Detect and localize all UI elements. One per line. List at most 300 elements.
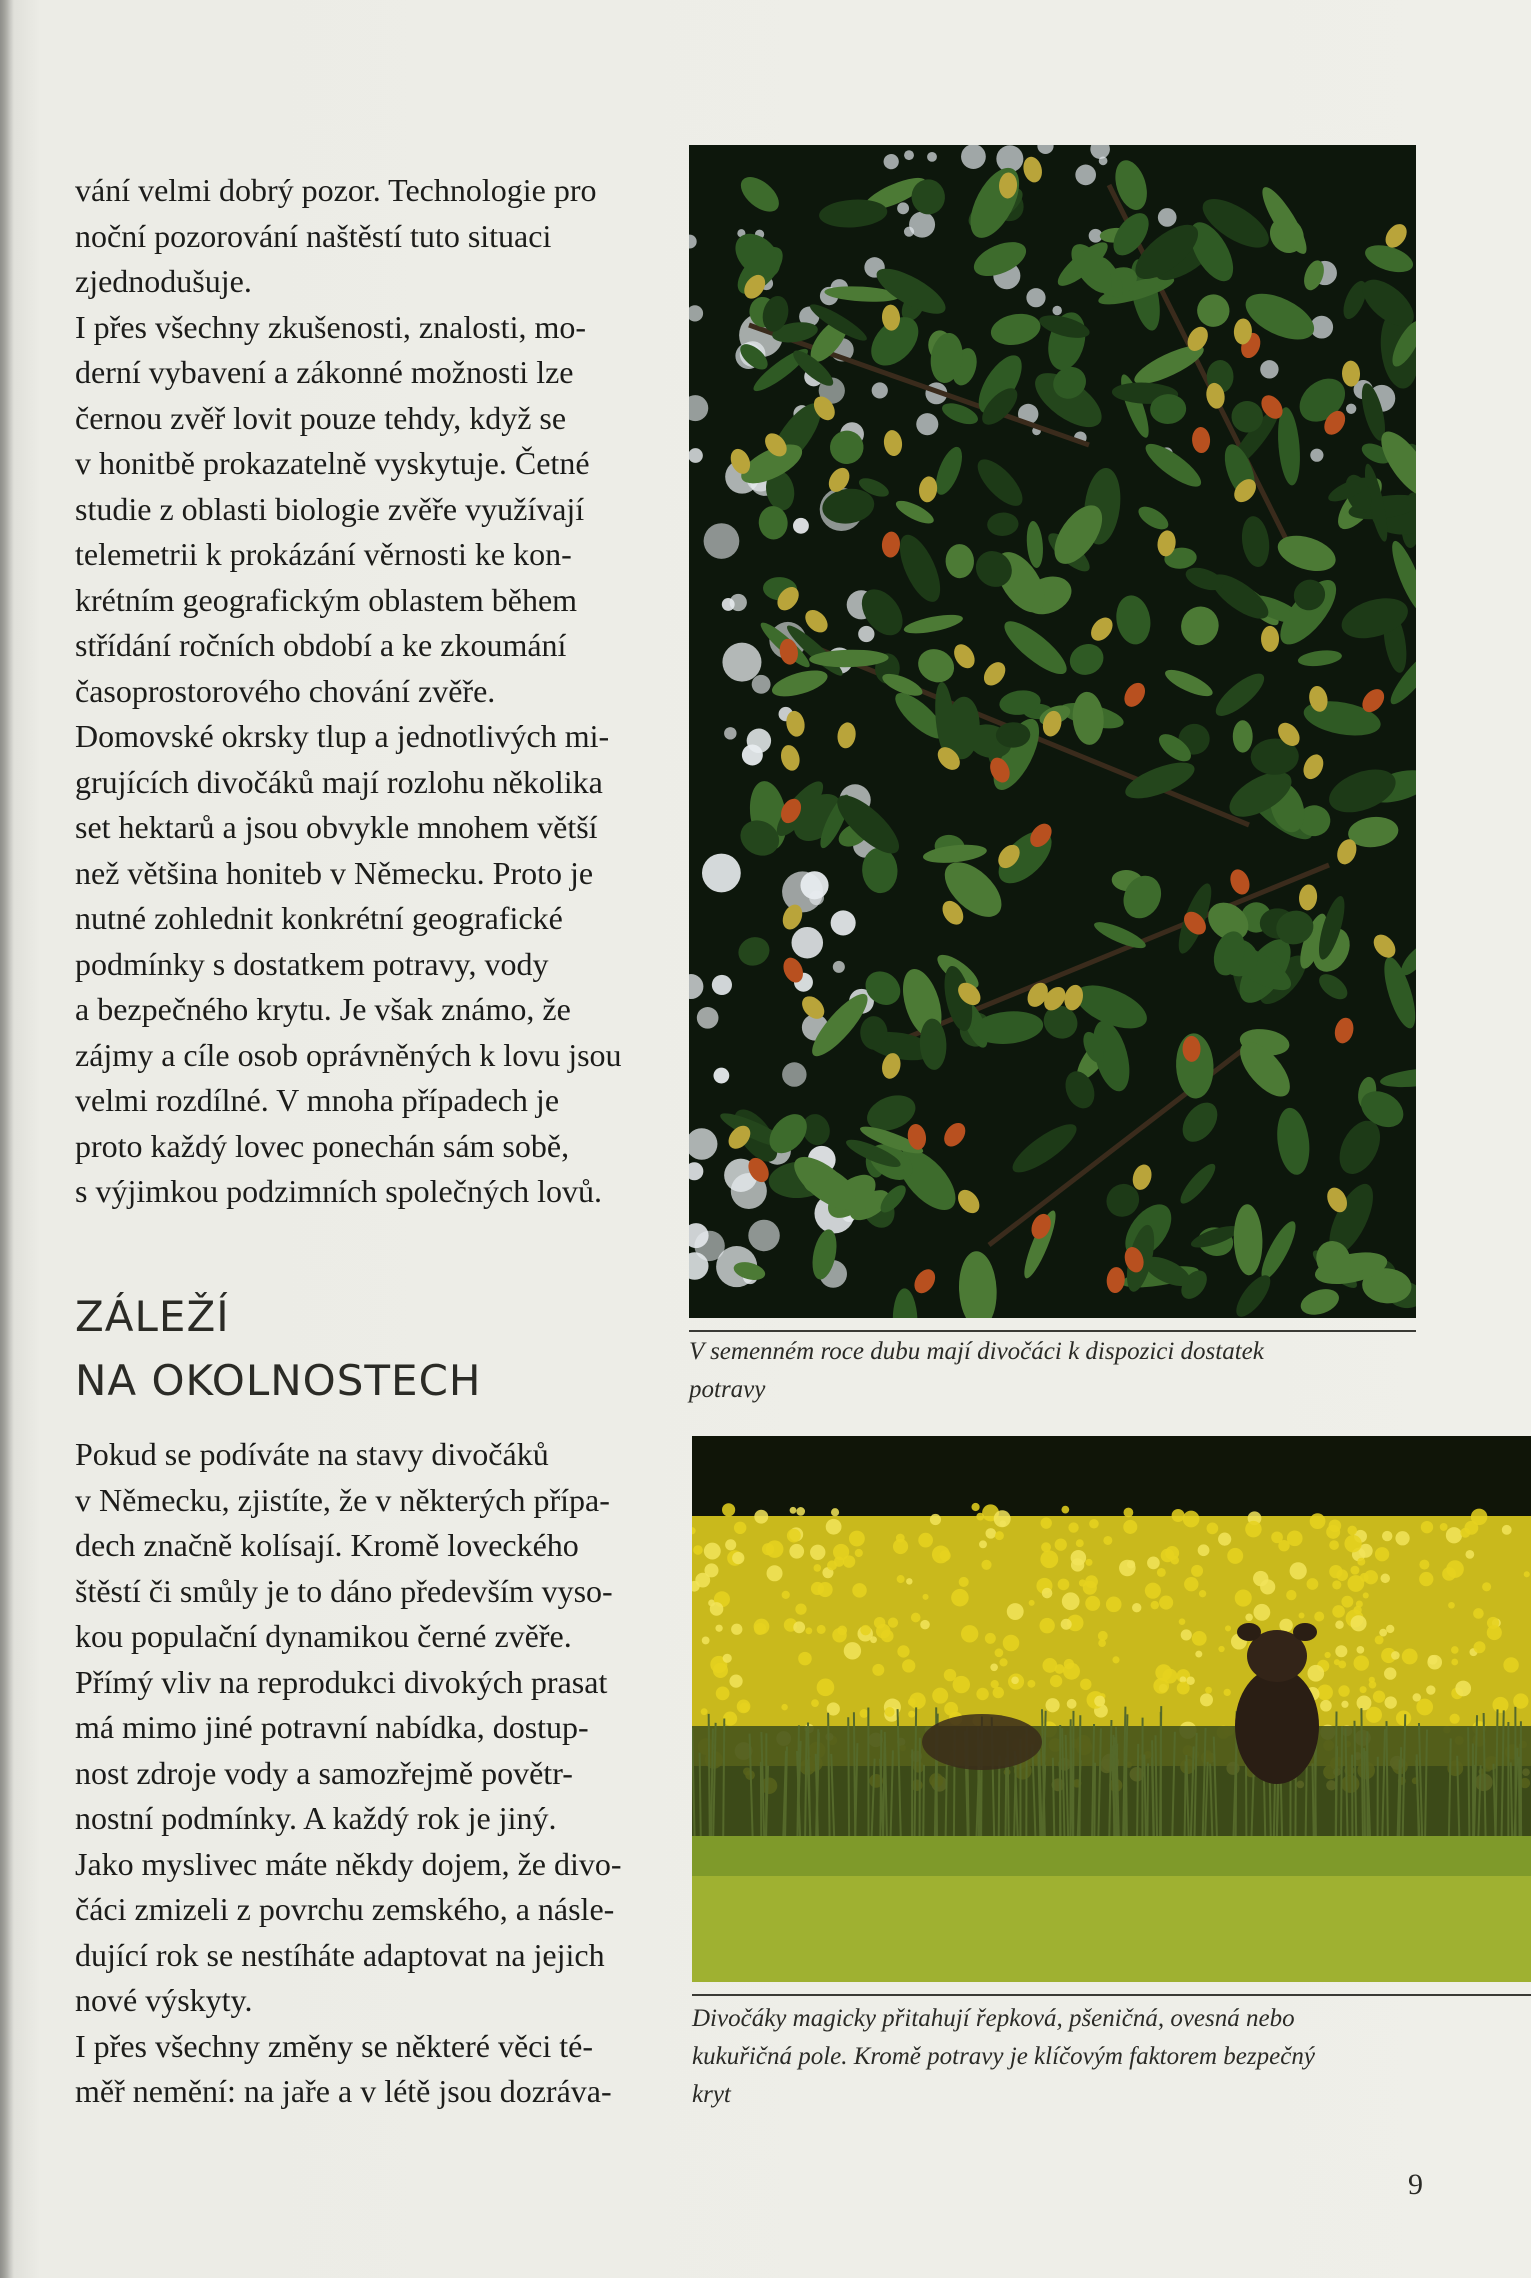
rapeseed-flower: [790, 1507, 797, 1514]
rapeseed-flower: [959, 1577, 969, 1587]
rapeseed-flower: [1181, 1629, 1192, 1640]
rapeseed-flower: [896, 1534, 905, 1543]
rapeseed-flower: [1513, 1693, 1528, 1708]
text-line: grujících divočáků mají rozlohu několika: [75, 763, 603, 800]
rapeseed-flower: [767, 1565, 783, 1581]
rapeseed-flower: [1112, 1656, 1119, 1663]
rapeseed-flower: [944, 1669, 956, 1681]
rapeseed-flower: [817, 1625, 826, 1634]
rapeseed-flower: [1218, 1533, 1231, 1546]
text-line: zájmy a cíle osob oprávněných k lovu jsou: [75, 1036, 622, 1073]
rapeseed-flower: [930, 1514, 941, 1525]
rapeseed-flower: [1382, 1531, 1392, 1541]
sky-highlight: [712, 975, 732, 995]
rapeseed-flower: [1147, 1557, 1160, 1570]
rapeseed-flower: [1157, 1568, 1166, 1577]
rapeseed-flower: [817, 1679, 835, 1697]
rapeseed-flower: [1375, 1547, 1389, 1561]
rapeseed-flower: [976, 1513, 984, 1521]
rapeseed-flower: [781, 1704, 787, 1710]
rapeseed-flower: [1384, 1667, 1396, 1679]
rapeseed-flower: [979, 1540, 987, 1548]
stem: [709, 1714, 710, 1856]
rapeseed-flower: [782, 1591, 790, 1599]
sky-highlight: [742, 744, 763, 765]
rapeseed-flower: [1042, 1658, 1057, 1673]
sky-highlight: [697, 1007, 719, 1029]
rapeseed-flower: [1145, 1583, 1161, 1599]
sky-highlight: [722, 643, 761, 682]
rapeseed-flower: [1058, 1579, 1070, 1591]
rapeseed-flower: [1440, 1523, 1448, 1531]
rapeseed-flower: [1503, 1657, 1518, 1672]
rapeseed-flower: [897, 1575, 905, 1583]
rapeseed-flower: [852, 1583, 867, 1598]
rapeseed-flower: [716, 1686, 730, 1700]
rapeseed-field-illustration: [692, 1436, 1531, 1982]
text-line: krétním geografickým oblastem během: [75, 581, 578, 618]
rapeseed-flower: [1347, 1575, 1364, 1592]
rapeseed-flower: [1307, 1578, 1319, 1590]
rapeseed-flower: [860, 1625, 871, 1636]
sky-highlight: [831, 910, 856, 935]
caption-line: kukuřičná pole. Kromě potravy je klíčovým faktorem bezpečný: [692, 2043, 1315, 2070]
rapeseed-flower: [1132, 1603, 1141, 1612]
sky-highlight: [897, 202, 909, 214]
rapeseed-flower: [754, 1510, 768, 1524]
rapeseed-flower: [1191, 1565, 1203, 1577]
rapeseed-flower: [725, 1539, 736, 1550]
page-gutter-shadow: [0, 0, 14, 2278]
rapeseed-flower: [1089, 1519, 1099, 1529]
oak-branch-illustration: [689, 145, 1416, 1318]
rapeseed-flower: [1380, 1574, 1390, 1584]
rapeseed-flower: [1334, 1659, 1340, 1665]
rapeseed-flower: [951, 1589, 969, 1607]
rapeseed-flower: [1356, 1600, 1363, 1607]
text-line: černou zvěř lovit pouze tehdy, když se: [75, 399, 567, 436]
rapeseed-flower: [932, 1546, 950, 1564]
wild-boar: [1235, 1668, 1319, 1784]
text-line: nutné zohlednit konkrétní geografické: [75, 900, 563, 936]
rapeseed-flower: [1103, 1536, 1112, 1545]
text-line: Pokud se podíváte na stavy divočáků: [75, 1436, 549, 1472]
rapeseed-flower: [1198, 1544, 1210, 1556]
rapeseed-flower: [991, 1680, 999, 1688]
rapeseed-flower: [732, 1552, 744, 1564]
caption-rule-field: [692, 1994, 1531, 1996]
rapeseed-flower: [1123, 1520, 1137, 1534]
rapeseed-flower: [932, 1688, 948, 1704]
rapeseed-flower: [1155, 1664, 1172, 1681]
rapeseed-flower: [1375, 1635, 1384, 1644]
sky-highlight: [793, 518, 809, 534]
rapeseed-flower: [1395, 1531, 1409, 1545]
rapeseed-flower: [795, 1604, 806, 1615]
rapeseed-flower: [1260, 1579, 1275, 1594]
text-line: studie z oblasti biologie zvěře využívají: [75, 490, 585, 527]
rapeseed-flower: [1071, 1550, 1087, 1566]
rapeseed-flower: [993, 1687, 1004, 1698]
rapeseed-flower: [1124, 1508, 1134, 1518]
sky-highlight: [724, 727, 736, 739]
rapeseed-flower: [1310, 1513, 1326, 1529]
text-line: dech značně kolísají. Kromě loveckého: [75, 1527, 579, 1563]
rapeseed-flower: [922, 1594, 928, 1600]
caption-rule-oak: [689, 1330, 1416, 1332]
text-line: měř nemění: na jaře a v létě jsou dozráva-: [75, 2073, 612, 2109]
rapeseed-flower: [1029, 1600, 1035, 1606]
rapeseed-flower: [995, 1648, 1004, 1657]
rapeseed-flower: [1227, 1548, 1243, 1564]
foreground-grass-light: [692, 1876, 1531, 1982]
rapeseed-flower: [1184, 1577, 1198, 1591]
text-line: nost zdroje vody a samozřejmě povětr-: [75, 1754, 573, 1791]
rapeseed-flower: [1041, 1517, 1052, 1528]
rapeseed-flower: [981, 1560, 991, 1570]
rapeseed-flower: [1336, 1569, 1348, 1581]
rapeseed-flower: [1341, 1596, 1353, 1608]
rapeseed-flower: [1446, 1527, 1462, 1543]
rapeseed-flower: [911, 1613, 921, 1623]
rapeseed-flower: [961, 1625, 978, 1642]
rapeseed-flower: [1245, 1614, 1253, 1622]
sky-highlight: [1158, 208, 1177, 227]
rapeseed-flower: [1061, 1506, 1069, 1514]
rapeseed-flower: [1416, 1699, 1433, 1716]
text-line: kou populační dynamikou černé zvěře.: [75, 1618, 572, 1654]
rapeseed-flower: [999, 1658, 1007, 1666]
rapeseed-flower: [985, 1528, 996, 1539]
sky-highlight: [792, 927, 824, 959]
rapeseed-flower: [1338, 1685, 1349, 1696]
rapeseed-flower: [1161, 1549, 1175, 1563]
rapeseed-flower: [1192, 1631, 1207, 1646]
rapeseed-flower: [1332, 1605, 1345, 1618]
rapeseed-flower: [811, 1699, 819, 1707]
caption-field: [692, 2000, 1315, 2114]
rapeseed-flower: [1094, 1696, 1105, 1707]
rapeseed-flower: [1253, 1604, 1270, 1621]
rapeseed-flower: [762, 1543, 774, 1555]
rapeseed-flower: [1329, 1519, 1342, 1532]
rapeseed-flower: [1224, 1689, 1231, 1696]
sky-highlight: [1052, 306, 1061, 315]
wild-boar-ear: [1293, 1623, 1317, 1641]
sky-highlight: [1346, 404, 1356, 414]
text-line: proto každý lovec ponechán sám sobě,: [75, 1127, 570, 1164]
sky-highlight: [904, 150, 914, 160]
heading-line: ZÁLEŽÍ: [75, 1292, 230, 1341]
stem: [848, 1717, 849, 1856]
sky-highlight: [722, 598, 735, 611]
rapeseed-flower: [1205, 1687, 1212, 1694]
rapeseed-flower: [1061, 1619, 1072, 1630]
rapeseed-flower: [754, 1619, 770, 1635]
rapeseed-flower: [1471, 1509, 1488, 1526]
rapeseed-flower: [1172, 1509, 1185, 1522]
rapeseed-flower: [1421, 1521, 1433, 1533]
rapeseed-flower: [1344, 1535, 1361, 1552]
rapeseed-flower: [1179, 1618, 1186, 1625]
rapeseed-flower: [1042, 1588, 1053, 1599]
rapeseed-flower: [1451, 1646, 1459, 1654]
text-line: zjednodušuje.: [75, 263, 252, 299]
rapeseed-flower: [971, 1503, 979, 1511]
sky-highlight: [916, 413, 938, 435]
text-line: Domovské okrsky tlup a jednotlivých mi-: [75, 718, 610, 754]
text-line: noční pozorování naštěstí tuto situaci: [75, 217, 552, 254]
rapeseed-flower: [793, 1621, 805, 1633]
sky-highlight: [1310, 449, 1323, 462]
rapeseed-flower: [1446, 1560, 1464, 1578]
rapeseed-flower: [1083, 1581, 1097, 1595]
text-line: vání velmi dobrý pozor. Technologie pro: [75, 172, 597, 208]
sky-highlight: [833, 961, 845, 973]
caption-line: kryt: [692, 2081, 731, 2108]
caption-line: Divočáky magicky přitahují řepková, pšeničná, ovesná nebo: [692, 2005, 1295, 2032]
rapeseed-flower: [920, 1620, 930, 1630]
rapeseed-flower: [702, 1637, 710, 1645]
text-line: má mimo jiné potravní nabídka, dostup-: [75, 1709, 589, 1745]
sky-highlight: [872, 382, 888, 398]
text-line: Jako myslivec máte někdy dojem, že divo-: [75, 1845, 622, 1882]
rapeseed-flower: [826, 1519, 842, 1535]
text-line: I přes všechny změny se některé věci té-: [75, 2027, 593, 2064]
rapeseed-flower: [1386, 1625, 1394, 1633]
rapeseed-flower: [1153, 1678, 1169, 1694]
rapeseed-flower: [1200, 1693, 1213, 1706]
body-text-bottom: [75, 1432, 655, 2115]
rapeseed-flower: [1317, 1685, 1333, 1701]
text-line: podmínky s dostatkem potravy, vody: [75, 945, 549, 982]
rapeseed-flower: [918, 1533, 933, 1548]
rapeseed-flower: [1379, 1629, 1387, 1637]
text-line: dující rok se nestíháte adaptovat na jejich: [75, 1936, 605, 1973]
rapeseed-flower: [1062, 1592, 1080, 1610]
rapeseed-flower: [715, 1625, 722, 1632]
rapeseed-flower: [798, 1652, 812, 1666]
sky-highlight: [748, 1220, 779, 1251]
rapeseed-flower: [1027, 1680, 1035, 1688]
rapeseed-flower: [1332, 1580, 1341, 1589]
rapeseed-flower: [902, 1659, 915, 1672]
rapeseed-flower: [909, 1692, 926, 1709]
text-line: derní vybavení a zákonné možnosti lze: [75, 354, 574, 390]
rapeseed-flower: [1364, 1570, 1378, 1584]
sky-highlight: [752, 675, 771, 694]
sky-highlight: [1075, 165, 1096, 186]
caption-oak: [689, 1333, 1264, 1409]
rapeseed-flower: [731, 1624, 742, 1635]
rapeseed-flower: [1299, 1612, 1305, 1618]
caption-line: V semenném roce dubu mají divočáci k dispozici dostatek: [689, 1338, 1264, 1365]
rapeseed-flower: [1286, 1590, 1296, 1600]
rapeseed-flower: [844, 1642, 861, 1659]
rapeseed-flower: [734, 1522, 746, 1534]
rapeseed-flower: [1085, 1559, 1092, 1566]
sky-highlight: [704, 523, 740, 559]
text-line: I přes všechny zkušenosti, znalosti, mo-: [75, 308, 586, 345]
rapeseed-flower: [990, 1663, 998, 1671]
wild-boar-ear: [1237, 1623, 1261, 1641]
sky-highlight: [782, 1062, 806, 1086]
rapeseed-flower: [1085, 1596, 1100, 1611]
rapeseed-flower: [722, 1503, 735, 1516]
rapeseed-flower: [1413, 1693, 1421, 1701]
text-line: velmi rozdílné. V mnoha případech je: [75, 1082, 560, 1118]
rapeseed-flower: [723, 1654, 732, 1663]
rapeseed-flower: [855, 1549, 863, 1557]
rapeseed-flower: [908, 1711, 915, 1718]
rapeseed-flower: [1314, 1611, 1324, 1621]
caption-line: potravy: [689, 1376, 766, 1403]
rapeseed-flower: [789, 1544, 804, 1559]
rapeseed-flower: [1391, 1651, 1400, 1660]
sky-highlight: [713, 1068, 729, 1084]
rapeseed-flower: [1039, 1618, 1054, 1633]
rapeseed-flower: [1347, 1526, 1357, 1536]
rapeseed-flower: [814, 1564, 822, 1572]
text-line: štěstí či smůly je to dáno především vyso-: [75, 1572, 613, 1609]
rapeseed-flower: [787, 1529, 801, 1543]
rapeseed-flower: [805, 1627, 812, 1634]
photo-boar-rapeseed-field: [692, 1436, 1531, 1982]
stem: [723, 1719, 724, 1856]
rapeseed-flower: [1502, 1525, 1512, 1535]
rapeseed-flower: [810, 1545, 825, 1560]
rapeseed-flower: [1195, 1651, 1202, 1658]
text-line: s výjimkou podzimních společných lovů.: [75, 1173, 603, 1209]
sky-highlight: [858, 626, 874, 642]
rapeseed-flower: [872, 1664, 884, 1676]
sky-highlight: [800, 871, 828, 899]
rapeseed-flower: [1524, 1571, 1530, 1577]
rapeseed-flower: [701, 1708, 708, 1715]
rapeseed-flower: [985, 1633, 996, 1644]
rapeseed-flower: [1329, 1540, 1339, 1550]
rapeseed-flower: [994, 1510, 1011, 1527]
rapeseed-flower: [1159, 1595, 1173, 1609]
rapeseed-flower: [1354, 1655, 1369, 1670]
sky-highlight: [702, 854, 741, 893]
rapeseed-flower: [1366, 1707, 1382, 1723]
rapeseed-flower: [1003, 1635, 1020, 1652]
rapeseed-flower: [1341, 1701, 1348, 1708]
page-number: 9: [1408, 2168, 1423, 2201]
rapeseed-flower: [1450, 1714, 1460, 1724]
rapeseed-flower: [729, 1675, 742, 1688]
rapeseed-flower: [837, 1626, 847, 1636]
rapeseed-flower: [831, 1508, 839, 1516]
rapeseed-flower: [1183, 1511, 1200, 1528]
sky-highlight: [1260, 360, 1278, 378]
rapeseed-flower: [1451, 1659, 1458, 1666]
rapeseed-flower: [1063, 1663, 1080, 1680]
rapeseed-flower: [976, 1688, 988, 1700]
rapeseed-flower: [811, 1582, 824, 1595]
rapeseed-flower: [906, 1578, 912, 1584]
text-line: nové výskyty.: [75, 1982, 253, 2018]
rapeseed-flower: [1465, 1550, 1474, 1559]
wild-boar-second: [922, 1714, 1042, 1770]
rapeseed-flower: [1199, 1590, 1206, 1597]
rapeseed-flower: [1350, 1615, 1366, 1631]
rapeseed-flower: [1207, 1523, 1219, 1535]
rapeseed-flower: [1076, 1539, 1084, 1547]
rapeseed-flower: [1225, 1625, 1231, 1631]
text-line: čáci zmizeli z povrchu zemského, a násle-: [75, 1891, 615, 1927]
rapeseed-flower: [1373, 1690, 1385, 1702]
rapeseed-flower: [1335, 1645, 1347, 1657]
rapeseed-flower: [796, 1507, 805, 1516]
rapeseed-flower: [1278, 1540, 1289, 1551]
text-line: a bezpečného krytu. Je však známo, že: [75, 991, 571, 1027]
text-line: nostní podmínky. A každý rok je jiný.: [75, 1800, 557, 1836]
rapeseed-flower: [1106, 1597, 1122, 1613]
rapeseed-flower: [995, 1531, 1004, 1540]
text-line: v Německu, zjistíte, že v některých přípa-: [75, 1481, 610, 1518]
rapeseed-flower: [704, 1543, 721, 1560]
sky-highlight: [909, 212, 935, 238]
rapeseed-flower: [1279, 1619, 1292, 1632]
rapeseed-flower: [1396, 1710, 1411, 1725]
rapeseed-flower: [897, 1645, 909, 1657]
rapeseed-flower: [860, 1709, 869, 1718]
rapeseed-flower: [1428, 1655, 1438, 1665]
rapeseed-flower: [876, 1624, 891, 1639]
rapeseed-flower: [1487, 1625, 1502, 1640]
rapeseed-flower: [1186, 1676, 1194, 1684]
rapeseed-flower: [1360, 1686, 1367, 1693]
rapeseed-flower: [1245, 1521, 1262, 1538]
rapeseed-flower: [1080, 1679, 1091, 1690]
rapeseed-flower: [1046, 1698, 1060, 1712]
rapeseed-flower: [1357, 1695, 1372, 1710]
rapeseed-flower: [849, 1531, 865, 1547]
text-line: telemetrii k prokázání věrnosti ke kon-: [75, 536, 572, 572]
rapeseed-flower: [710, 1602, 724, 1616]
rapeseed-flower: [1290, 1562, 1307, 1579]
rapeseed-flower: [1350, 1566, 1359, 1575]
rapeseed-flower: [1050, 1675, 1062, 1687]
sky-highlight: [884, 154, 899, 169]
rapeseed-flower: [1369, 1677, 1375, 1683]
text-line: časoprostorového chování zvěře.: [75, 672, 496, 709]
rapeseed-flower: [1041, 1542, 1051, 1552]
rapeseed-flower: [870, 1636, 877, 1643]
rapeseed-flower: [1040, 1550, 1058, 1568]
rapeseed-flower: [1455, 1681, 1471, 1697]
rapeseed-flower: [1320, 1700, 1332, 1712]
section-heading: [75, 1285, 482, 1413]
treeline: [692, 1436, 1531, 1526]
rapeseed-flower: [1482, 1582, 1491, 1591]
rapeseed-flower: [1357, 1646, 1365, 1654]
rapeseed-flower: [827, 1560, 837, 1570]
acorn: [1261, 626, 1279, 652]
rapeseed-flower: [1335, 1620, 1344, 1629]
text-line: v honitbě prokazatelně vyskytuje. Četné: [75, 445, 590, 481]
rapeseed-flower: [1384, 1696, 1396, 1708]
text-line: střídání ročních období a ke zkoumání: [75, 627, 567, 663]
rapeseed-flower: [1492, 1697, 1508, 1713]
text-line: set hektarů a jsou obvykle mnohem větší: [75, 809, 598, 845]
heading-line: NA OKOLNOSTECH: [75, 1356, 482, 1405]
oak-leaf: [1233, 720, 1253, 752]
rapeseed-flower: [1235, 1590, 1252, 1607]
rapeseed-flower: [1474, 1641, 1486, 1653]
